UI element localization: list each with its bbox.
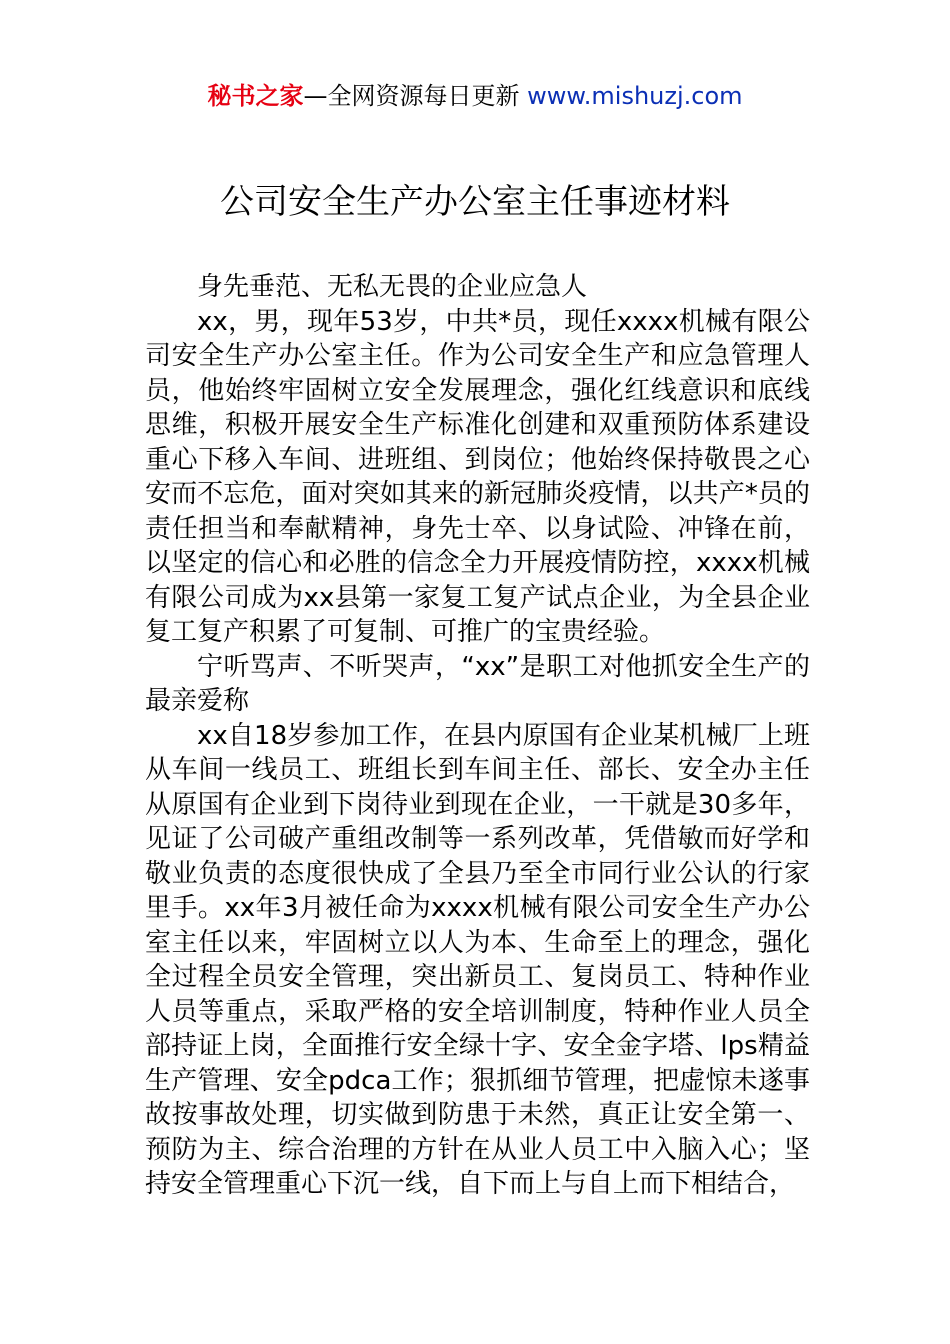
paragraph-subheading-1: 身先垂范、无私无畏的企业应急人 (197, 272, 588, 302)
paragraph-2: xx自18岁参加工作，在县内原国有企业某机械厂上班从车间一线员工、班组长到车间主任、部长、安全办主任从原国有企业到下岗待业到现在企业，一干就是30多年，见证了公司破产重组改制等一系列改革，凭借敏而好学和敬业负责的态度很快成了全县乃至全市同行业公认的行家里手。xx年3月被任命为xxxx机械有限公司安全生产办公室主任以来，牢固树立以人为本、生命至上的理念，强化全过程全员安全管理，突出新员工、复岗员工、特种作业人员等重点，采取严格的安全培训制度，特种作业人员全部持证上岗，全面推行安全绿十字、安全金字塔、lps精益生产管理、安全pdca工作；狠抓细节管理，把虚惊未遂事故按事故处理，切实做到防患于未然，真正让安全第一、预防为主、综合治理的方针在从业人员工中入脑入心；坚持安全管理重心下沉一线，自下而上与自上而下相结合， (145, 720, 810, 1199)
site-header (0, 80, 950, 112)
paragraph-subheading-2: 宁听骂声、不听哭声，“xx”是职工对他抓安全生产的最亲爱称 (145, 651, 810, 716)
site-url-link[interactable]: www.mishuzj.com (527, 82, 743, 110)
document-title: 公司安全生产办公室主任事迹材料 (220, 182, 730, 222)
document-body (145, 270, 810, 1202)
site-brand: 秘书之家 (207, 82, 304, 110)
site-slogan: —全网资源每日更新 (303, 82, 520, 110)
paragraph-1: xx，男，现年53岁，中共*员，现任xxxx机械有限公司安全生产办公室主任。作为公司安全生产和应急管理人员，他始终牢固树立安全发展理念，强化红线意识和底线思维，积极开展安全生产标准化创建和双重预防体系建设重心下移入车间、进班组、到岗位；他始终保持敬畏之心安而不忘危，面对突如其来的新冠肺炎疫情，以共产*员的责任担当和奉献精神，身先士卒、以身试险、冲锋在前，以坚定的信心和必胜的信念全力开展疫情防控，xxxx机械有限公司成为xx县第一家复工复产试点企业，为全县企业复工复产积累了可复制、可推广的宝贵经验。 (145, 306, 810, 647)
